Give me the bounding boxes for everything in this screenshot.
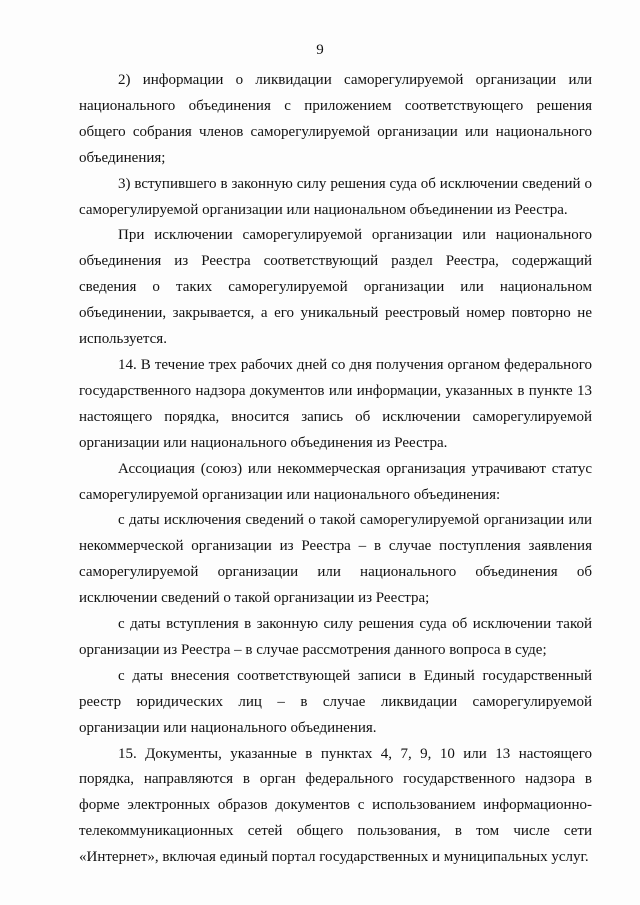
paragraph-status-loss-case-2: с даты вступления в законную силу решения суда об исключении такой организации из Реестра – в случае рассмотрения данного вопроса в суде; bbox=[79, 616, 592, 658]
paragraph-status-loss-case-3: с даты внесения соответствующей записи в Единый государственный реестр юридических лиц – в случае ликвидации саморегулируемой организации или национального объединения. bbox=[79, 667, 592, 736]
paragraph-status-loss-case-1: с даты исключения сведений о такой саморегулируемой организации или некоммерческой организации из Реестра – в случае поступления заявления саморегулируемой организации или национального объединения об исключении сведений о такой организации из Реестра; bbox=[79, 512, 592, 607]
paragraph-status-loss: Ассоциация (союз) или некоммерческая организация утрачивают статус саморегулируемой организации или национального объединения: bbox=[79, 460, 592, 503]
paragraph-clause-14: 14. В течение трех рабочих дней со дня получения органом федерального государственного надзора документов или информации, указанных в пункте 13 настоящего порядка, вносится запись об исключении саморегулируемой организации или национального объединения из Реестра. bbox=[79, 356, 592, 451]
paragraph-clause-15: 15. Документы, указанные в пунктах 4, 7, 9, 10 или 13 настоящего порядка, направляются в орган федерального государственного надзора в форме электронных образов документов с использованием информационно-телекоммуникационных сетей общего пользования, в том числе сети «Интернет», включая единый портал государственных и муниципальных услуг. bbox=[79, 745, 592, 866]
document-body bbox=[79, 68, 592, 871]
paragraph-item-2-liquidation: 2) информации о ликвидации саморегулируемой организации или национального объединения с приложением соответствующего решения общего собрания членов саморегулируемой организации или национального объединения; bbox=[79, 72, 592, 166]
page-number: 9 bbox=[316, 42, 324, 58]
paragraph-registry-section-closing: При исключении саморегулируемой организации или национального объединения из Реестра соответствующий раздел Реестра, содержащий сведения о таких саморегулируемой организации или национальном объединении, закрывается, а его уникальный реестровый номер повторно не используется. bbox=[79, 227, 592, 348]
paragraph-item-3-court-decision: 3) вступившего в законную силу решения суда об исключении сведений о саморегулируемой организации или национальном объединении из Реестра. bbox=[79, 175, 592, 218]
